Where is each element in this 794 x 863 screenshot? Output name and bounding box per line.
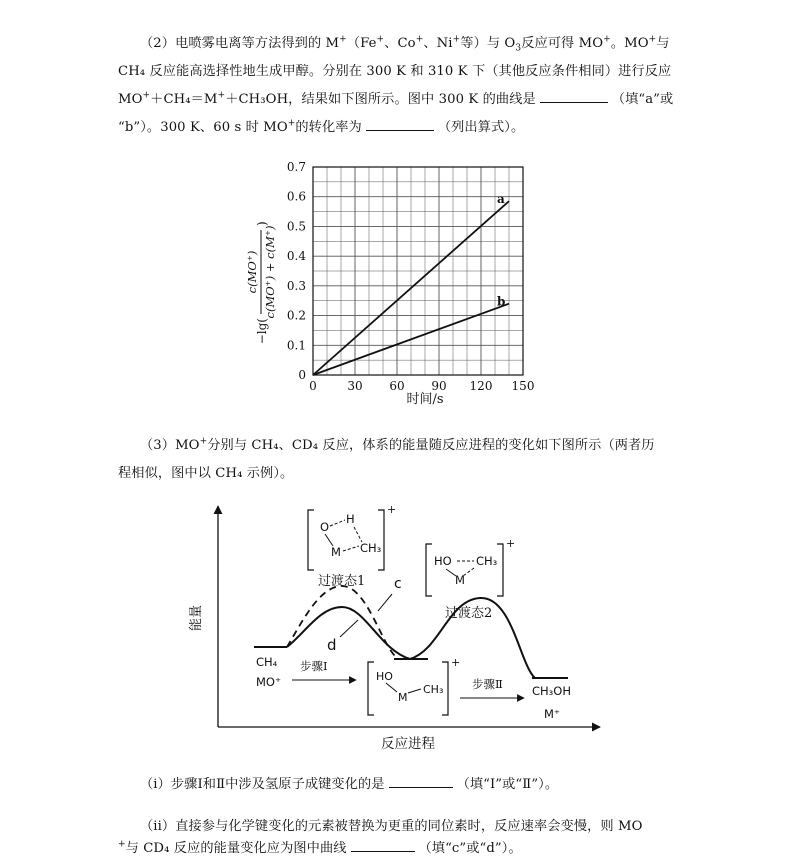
curve-c: [287, 586, 395, 656]
question-ii-line2: +与 CD₄ 反应的能量变化应为图中曲线 （填“c”或“d”）。: [118, 835, 688, 863]
curve-c-pointer: [378, 594, 392, 611]
x-tick-label: 150: [511, 379, 535, 393]
part2-line4: “b”）。300 K、60 s 时 MO+的转化率为 （列出算式）。: [118, 114, 688, 142]
y-tick-label: 0.5: [286, 219, 306, 234]
ts2-m: M: [455, 573, 465, 587]
product-m: M⁺: [544, 707, 560, 721]
x-tick-label: 0: [309, 379, 317, 393]
part2-text: “b”）。300 K、60 s 时 MO: [118, 120, 288, 135]
y-tick-label: 0.1: [286, 338, 306, 353]
reactant-mo: MO⁺: [256, 675, 282, 689]
charge-plus: +: [451, 656, 461, 669]
part3-text: （3）MO: [140, 438, 200, 453]
int-m: M: [398, 691, 408, 704]
y-tick-label: 0.2: [286, 308, 306, 323]
part2-line1: （2）电喷雾电离等方法得到的 M+（Fe+、Co+、Ni+等）与 $O_3$反应可得 MO+。MO+与: [140, 34, 670, 54]
question-i: [118, 771, 688, 799]
question-ii-text: 与 CD₄ 反应的能量变化应为图中曲线: [125, 841, 347, 856]
ts1-atom-h: H: [346, 512, 355, 526]
transition-state-2-label: 过渡态2: [445, 606, 493, 621]
step-2-label: 步骤Ⅱ: [472, 677, 503, 691]
part3-line1: （3）MO+分别与 CH₄、CD₄ 反应，体系的能量随反应进程的变化如下图所示（两者历: [140, 436, 655, 453]
part2-text: 电喷雾电离等方法得到的 M: [175, 36, 340, 51]
y-axis-label: [245, 221, 277, 344]
part2-line2: CH₄ 反应能高选择性地生成甲醇。分别在 300 K 和 310 K 下（其他反应条件相同）进行反应: [118, 64, 672, 79]
y-label-numerator: c(MO⁺): [245, 250, 259, 294]
part2-label: （2）: [140, 36, 176, 51]
int-ch3: CH₃: [423, 683, 444, 696]
x-axis-label: 时间/s: [406, 392, 444, 407]
ts1-ch3: CH₃: [360, 541, 382, 555]
part2-text: 、Ni: [423, 36, 453, 51]
ts1-atom-o: O: [320, 520, 330, 534]
reactant-ch4: CH₄: [256, 655, 278, 669]
x-tick-label: 60: [389, 379, 405, 393]
x-tick-label: 120: [469, 379, 493, 393]
y-tick-label: 0.6: [286, 189, 306, 204]
curve-c-label: c: [394, 576, 402, 592]
part3-line2: 程相似，图中以 CH₄ 示例）。: [118, 466, 294, 481]
y-label-prefix: −lg(: [255, 318, 269, 345]
curve-d-pointer: [340, 620, 358, 637]
part3-text: 分别与 CH₄、CD₄ 反应，体系的能量随反应进程的变化如下图所示（两者历: [207, 438, 655, 453]
part2-text: 等）与 O: [460, 36, 516, 51]
part2-text: （填“a”或: [611, 92, 674, 107]
question-ii-text: （填“c”或“d”）。: [418, 841, 522, 856]
part2-text: MO: [118, 92, 143, 107]
part2-text: 的转化率为: [295, 120, 362, 135]
curve-d-label: d: [327, 636, 337, 654]
part2-text: ＋CH₄＝M: [150, 92, 218, 107]
energy-diagram: [0, 490, 794, 760]
question-i-text: （i）步骤Ⅰ和Ⅱ中涉及氢原子成键变化的是: [140, 777, 385, 792]
part2-text: 、Co: [384, 36, 416, 51]
product-ch3oh: CH₃OH: [532, 684, 571, 698]
y-tick-label: 0.4: [286, 249, 306, 264]
y-label-denominator: c(MO⁺) + c(M⁺): [263, 225, 277, 319]
part2-line3: MO+＋CH₄＝M+＋CH₃OH，结果如下图所示。图中 300 K 的曲线是 （填“a”或: [118, 86, 688, 114]
question-ii-text: （ii）直接参与化学键变化的元素被替换为更重的同位素时，反应速率会变慢，则 MO: [140, 819, 643, 834]
progress-axis-label: 反应进程: [381, 736, 435, 752]
series-label-a: a: [497, 192, 505, 207]
y-label-suffix: ): [255, 221, 269, 226]
part3-paragraph: [118, 432, 688, 488]
part2-text: （Fe: [346, 36, 377, 51]
answer-blank[interactable]: [351, 837, 415, 852]
series-label-b: b: [497, 294, 506, 309]
energy-axis-label: 能量: [189, 604, 204, 632]
part2-text: 反应可得 MO: [521, 36, 604, 51]
question-i-text: （填“Ⅰ”或“Ⅱ”）。: [456, 777, 559, 792]
answer-blank[interactable]: [389, 773, 453, 788]
y-tick-label: 0.7: [286, 160, 306, 174]
y-tick-label: 0: [298, 368, 306, 382]
transition-state-1-label: 过渡态1: [318, 574, 366, 589]
part2-text: （列出算式）。: [437, 120, 525, 135]
ts1-atom-m: M: [331, 545, 341, 559]
ts2-ho: HO: [434, 554, 452, 568]
int-ho: HO: [376, 670, 393, 683]
step-1-label: 步骤Ⅰ: [300, 659, 328, 673]
part2-text: 。MO: [610, 36, 649, 51]
part2-text: 与: [656, 36, 670, 51]
x-tick-label: 30: [347, 379, 363, 393]
transition-state-2-structure: [426, 537, 515, 596]
y-tick-label: 0.3: [286, 278, 306, 293]
part2-text: ＋CH₃OH，结果如下图所示。图中 300 K 的曲线是: [225, 92, 536, 107]
conversion-chart: [0, 0, 794, 430]
chart-grid: [313, 167, 523, 375]
ts2-ch3: CH₃: [476, 554, 498, 568]
intermediate-structure: [368, 656, 460, 715]
charge-plus: +: [506, 537, 516, 550]
transition-state-1-structure: [308, 503, 396, 570]
x-tick-label: 90: [431, 379, 447, 393]
question-ii: [118, 813, 688, 863]
charge-plus: +: [387, 503, 397, 516]
